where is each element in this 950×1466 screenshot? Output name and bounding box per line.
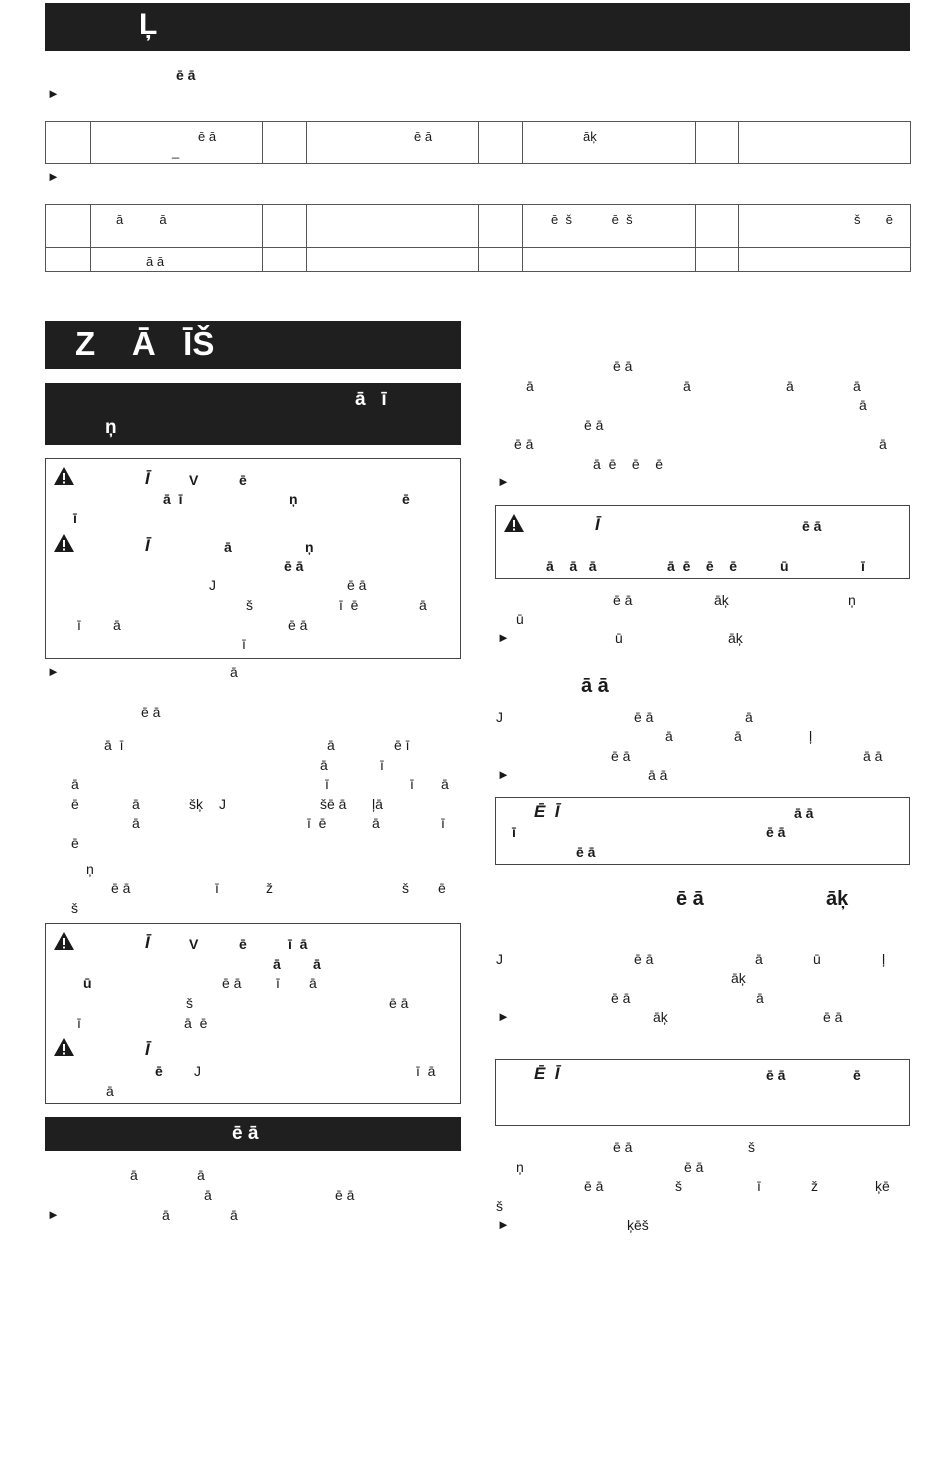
body-text: ē ā — [613, 1139, 633, 1155]
note1-text: ā ā — [794, 805, 814, 821]
table1-cell-1b: _ — [172, 144, 180, 159]
warn3-text: ā ā ā — [546, 558, 597, 574]
note1-text: ē ā — [576, 844, 596, 860]
body-text: ē ā — [141, 704, 161, 720]
body-text: ļ — [882, 951, 886, 967]
body-text: ā — [526, 378, 534, 394]
body-text: š — [748, 1139, 755, 1155]
body-text: āķ — [728, 630, 743, 646]
body-text: ē ā — [613, 592, 633, 608]
body-text: ķē — [875, 1178, 890, 1194]
warn2-text: ā ē — [184, 1015, 208, 1031]
body-text: ē — [71, 796, 79, 812]
warn3-text: ē ā — [802, 518, 822, 534]
warn1-text: ā — [224, 539, 232, 555]
warn2-text: Ī — [145, 1040, 150, 1059]
table2-r1-c4: š ē — [854, 212, 894, 227]
warn1-text: ī — [73, 510, 77, 526]
warn3-text: ū — [780, 558, 789, 574]
warn3-text: Ī — [595, 515, 600, 534]
body-text: ē ā — [634, 709, 654, 725]
arrow-marker: ► — [47, 1207, 60, 1222]
section-title-bar — [45, 321, 461, 369]
arrow-marker: ► — [497, 1217, 510, 1232]
arrow-marker: ► — [497, 474, 510, 489]
warn1-text: ī ē — [339, 597, 359, 613]
section-bar-2-title: ē ā — [232, 1123, 259, 1144]
warn1-text: ņ — [305, 539, 314, 555]
note1-text: ē ā — [766, 824, 786, 840]
body-text: ž — [811, 1178, 818, 1194]
warn1-text: Ī — [145, 536, 150, 555]
warn2-text: J — [194, 1063, 201, 1079]
note2-text: ē — [853, 1067, 861, 1083]
warn1-text: ī — [242, 636, 246, 652]
warning-icon — [53, 466, 75, 486]
body-text: ī ē — [307, 815, 327, 831]
body-text: ā — [327, 737, 335, 753]
body-text: ņ — [86, 861, 94, 877]
body-text: ā — [879, 436, 887, 452]
body-text: ā ī — [104, 737, 124, 753]
warn1-text: ā — [113, 617, 121, 633]
arrow-marker: ► — [497, 630, 510, 645]
table2-r1-c3: ē š ē š — [551, 212, 633, 227]
body-text: ē ā — [335, 1187, 355, 1203]
body-text: š — [496, 1198, 503, 1214]
body-text: ē ā — [111, 880, 131, 896]
warn2-text: ā — [309, 975, 317, 991]
warn1-text: ē — [402, 491, 410, 507]
warn2-text: ā — [273, 956, 281, 972]
spec-table-1 — [45, 121, 911, 164]
body-text: ā — [230, 1207, 238, 1223]
body-text: ā — [197, 1167, 205, 1183]
subsection-heading: ā ā — [581, 675, 609, 697]
body-text: šķ — [189, 796, 203, 812]
body-text: ē ā — [584, 417, 604, 433]
body-text: ā — [372, 815, 380, 831]
body-text: ī — [441, 815, 445, 831]
subheading-bar — [45, 383, 461, 445]
arrow-marker: ► — [47, 664, 60, 679]
warning-icon — [53, 533, 75, 553]
body-text: āķ — [714, 592, 729, 608]
body-text: ā — [320, 757, 328, 773]
warning-box-3 — [495, 505, 910, 579]
body-text: ū — [516, 611, 524, 627]
warn2-text: ū — [83, 975, 92, 991]
body-text: ī — [325, 776, 329, 792]
warn1-text: ā ī — [163, 491, 183, 507]
warn1-text: Ī — [145, 469, 150, 488]
body-text: J — [496, 709, 503, 725]
top-banner-title: Ļ — [139, 8, 158, 41]
warn2-text: ī — [276, 975, 280, 991]
body-text: ā — [859, 397, 867, 413]
body-text: šē ā — [320, 796, 347, 812]
body-text: ā — [204, 1187, 212, 1203]
warn1-text: š — [246, 597, 253, 613]
body-text: ī — [757, 1178, 761, 1194]
body-text: ā — [162, 1207, 170, 1223]
body-text: ā — [665, 728, 673, 744]
body-text: ē ā — [611, 748, 631, 764]
table1-cell-2: ē ā — [414, 129, 433, 144]
body-text: āķ — [731, 970, 746, 986]
body-text: ā — [853, 378, 861, 394]
warn2-text: V — [189, 936, 199, 952]
warn1-text: ā — [419, 597, 427, 613]
note2-text: ē ā — [766, 1067, 786, 1083]
body-text: ī — [215, 880, 219, 896]
warn2-text: ē ā — [222, 975, 242, 991]
table1-cell-1: ē ā — [198, 129, 217, 144]
warn2-text: š — [186, 995, 193, 1011]
body-text: š — [675, 1178, 682, 1194]
body-text: ņ — [848, 592, 856, 608]
warn1-text: ē ā — [288, 617, 308, 633]
body-text: ī — [410, 776, 414, 792]
spec-table-2 — [45, 204, 911, 272]
body-text: J — [219, 796, 226, 812]
body-text: ļ — [809, 728, 813, 744]
body-text: ā — [230, 664, 238, 680]
body-text: ā — [130, 1167, 138, 1183]
body-text: ā — [71, 776, 79, 792]
body-text: ā — [786, 378, 794, 394]
body-text: ī — [380, 757, 384, 773]
section-bar-2 — [45, 1117, 461, 1151]
warning-box-1 — [45, 458, 461, 659]
warning-icon — [53, 1037, 75, 1057]
body-text: ā ā — [648, 767, 668, 783]
body-text: ē ī — [394, 737, 410, 753]
note-box-2 — [495, 1059, 910, 1126]
body-text: ē ā — [823, 1009, 843, 1025]
body-text: ē ā — [684, 1159, 704, 1175]
warning-box-2 — [45, 923, 461, 1104]
warn1-text: J — [209, 577, 216, 593]
body-text: ā — [441, 776, 449, 792]
warn1-text: ē — [239, 472, 247, 488]
arrow-marker: ► — [47, 169, 60, 184]
body-text: š — [402, 880, 409, 896]
body-text: ē ā — [584, 1178, 604, 1194]
body-text: ā — [734, 728, 742, 744]
body-text: ē ā — [611, 990, 631, 1006]
warn3-text: ī — [861, 558, 865, 574]
table2-r2-c1: ā ā — [146, 254, 165, 269]
subheading-line-1: ā ī — [355, 389, 387, 410]
body-text: ē ā — [613, 358, 633, 374]
warn1-text: ē ā — [347, 577, 367, 593]
warn1-text: V — [189, 472, 199, 488]
warn2-text: ē ā — [389, 995, 409, 1011]
section-title: Z Ā ĪŠ — [75, 325, 215, 362]
warn1-text: ī — [77, 617, 81, 633]
warn2-text: ī ā — [416, 1063, 436, 1079]
warn2-text: Ī — [145, 933, 150, 952]
note2-text: Ē Ī — [534, 1064, 560, 1083]
body-text: ū — [813, 951, 821, 967]
table1-cell-3: āķ — [583, 129, 597, 144]
warning-icon — [503, 513, 525, 533]
arrow-marker: ► — [497, 1009, 510, 1024]
warn2-text: ē — [155, 1063, 163, 1079]
top-banner — [45, 3, 910, 51]
note1-text: ī — [512, 824, 516, 840]
body-text: ē ā — [634, 951, 654, 967]
warning-icon — [53, 931, 75, 951]
note1-text: Ē Ī — [534, 802, 560, 821]
body-text: ā ā — [863, 748, 883, 764]
warn2-text: ī ā — [288, 936, 308, 952]
body-text: š — [71, 900, 78, 916]
note-box-1 — [495, 797, 910, 865]
warn1-text: ņ — [289, 491, 298, 507]
body-text: ļā — [372, 796, 383, 812]
body-text: ā — [132, 815, 140, 831]
body-text: ā — [683, 378, 691, 394]
warn2-text: ē — [239, 936, 247, 952]
body-text: ā — [745, 709, 753, 725]
body-text: ž — [266, 880, 273, 896]
body-text: ē ā — [514, 436, 534, 452]
warn2-text: ā — [313, 956, 321, 972]
table2-r1-c1: ā ā — [116, 212, 167, 227]
body-text: āķ — [653, 1009, 668, 1025]
body-text: ā ē ē ē — [593, 456, 664, 472]
body-text: ķēš — [627, 1217, 649, 1233]
arrow-marker: ► — [47, 86, 60, 101]
warn2-text: ā — [106, 1083, 114, 1099]
subsection-heading: ē ā — [676, 888, 704, 910]
body-text: ņ — [516, 1159, 524, 1175]
body-text: J — [496, 951, 503, 967]
warn1-text: ē ā — [284, 558, 304, 574]
body-text: ā — [755, 951, 763, 967]
subheading-line-2: ņ — [105, 417, 117, 438]
subsection-heading: āķ — [826, 888, 849, 910]
intro-line: ē ā — [176, 67, 196, 83]
body-text: ē — [438, 880, 446, 896]
warn3-text: ā ē ē ē — [667, 558, 738, 574]
body-text: ā — [756, 990, 764, 1006]
body-text: ā — [132, 796, 140, 812]
arrow-marker: ► — [497, 767, 510, 782]
warn2-text: ī — [77, 1015, 81, 1031]
body-text: ū — [615, 630, 623, 646]
body-text: ē — [71, 835, 79, 851]
